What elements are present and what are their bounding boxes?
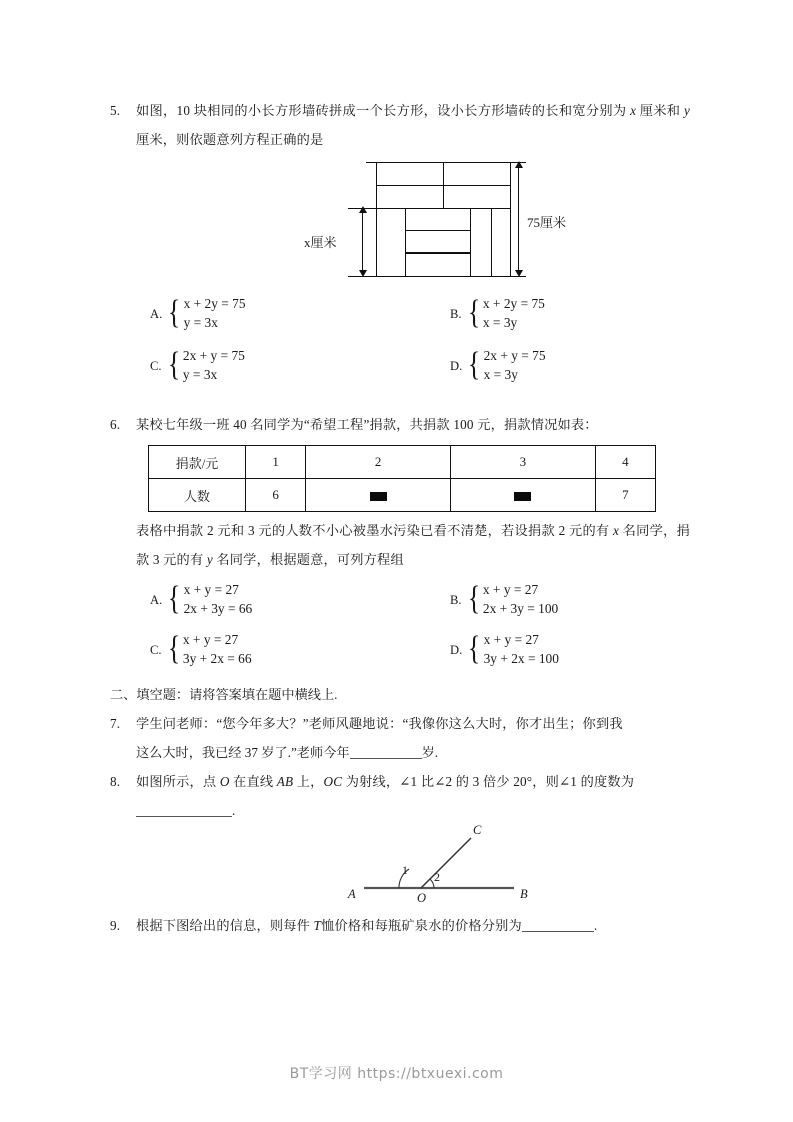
extension-line-bottom xyxy=(348,276,526,277)
question-6-text: 某校七年级一班 40 名同学为“希望工程”捐款，共捐款 100 元，捐款情况如表： xyxy=(136,417,598,432)
q5-option-c-eq1: 2x + y = 75 xyxy=(182,348,245,363)
table-cell-count-3 xyxy=(450,479,595,512)
ink-blot-icon xyxy=(370,492,387,501)
q5-option-b[interactable] xyxy=(450,294,545,332)
brick-bottom-horiz-1 xyxy=(405,208,471,231)
q6-option-d-brace: { xyxy=(468,630,481,667)
q6-option-d[interactable] xyxy=(450,630,559,668)
q6-followup-part2: 名同学，捐款 3 元的有 xyxy=(136,523,690,567)
question-6 xyxy=(110,410,690,439)
q8-text-end: . xyxy=(232,803,236,818)
q5-option-b-letter: B. xyxy=(450,306,462,321)
extension-line-top xyxy=(366,162,526,163)
q5-option-a[interactable] xyxy=(150,294,246,332)
dim-right-arrow-down xyxy=(515,270,523,277)
q6-option-d-eq1: x + y = 27 xyxy=(483,632,539,647)
question-8 xyxy=(110,767,690,796)
q9-var-t: T xyxy=(313,918,322,933)
q6-option-c-letter: C. xyxy=(150,642,162,657)
q5-option-a-letter: A. xyxy=(150,306,163,321)
q6-option-c[interactable] xyxy=(150,630,252,668)
question-7-number: 7. xyxy=(110,716,121,731)
q6-option-c-equations xyxy=(183,630,252,668)
q7-line2-pre: 这么大时，我已经 37 岁了.”老师今年 xyxy=(136,745,350,760)
q6-var-y: y xyxy=(206,552,213,567)
question-8-text xyxy=(136,767,690,796)
question-7-line2 xyxy=(136,738,690,767)
brick-top-right-1 xyxy=(443,162,511,186)
q5-option-c-equations xyxy=(183,346,245,384)
q9-text-post: 恤价格和每瓶矿泉水的价格分别为 xyxy=(321,918,522,933)
footer-watermark: BT学习网 https://btxuexi.com xyxy=(289,1066,504,1082)
brick-top-right-2 xyxy=(443,185,511,209)
q5-option-d-letter: D. xyxy=(450,358,463,373)
brick-bottom-vert-mid xyxy=(470,208,492,277)
q6-option-b-brace: { xyxy=(467,580,480,617)
table-cell-amount-4: 4 xyxy=(595,446,655,479)
ink-blot-icon xyxy=(514,492,531,501)
q5-option-a-equations xyxy=(184,294,246,332)
q5-option-b-equations xyxy=(483,294,545,332)
q5-var-y: y xyxy=(683,103,691,118)
q5-option-b-brace: { xyxy=(467,294,480,331)
q6-option-c-eq1: x + y = 27 xyxy=(182,632,239,647)
dim-right-arrow-up xyxy=(515,161,523,168)
q5-option-c-letter: C. xyxy=(150,358,162,373)
table-cell-count-1: 6 xyxy=(246,479,306,512)
angle-label-1: 1 xyxy=(402,863,408,877)
dim-right-line xyxy=(518,165,519,274)
table-cell-amount-3: 3 xyxy=(450,446,595,479)
question-5-text xyxy=(136,96,690,154)
q9-text-end: . xyxy=(593,918,598,933)
question-7 xyxy=(110,709,690,738)
q6-option-b-letter: B. xyxy=(450,592,462,607)
q5-option-b-eq2: x = 3y xyxy=(482,315,518,330)
q8-answer-blank[interactable] xyxy=(136,803,232,817)
page-content xyxy=(110,96,690,940)
q6-option-c-brace: { xyxy=(167,630,180,667)
dim-left-label: x厘米 xyxy=(304,235,337,250)
q5-text-part1: 如图，10 块相同的小长方形墙砖拼成一个长方形，设小长方形墙砖的长和宽分别为 xyxy=(136,103,631,118)
question-9-text xyxy=(136,911,690,940)
q7-answer-blank[interactable] xyxy=(350,745,422,759)
dim-right-label: 75厘米 xyxy=(527,215,567,230)
brick-bottom-horiz-2 xyxy=(405,230,471,253)
table-row-amount xyxy=(149,446,656,479)
donation-table xyxy=(148,445,656,512)
table-row-count xyxy=(149,479,656,512)
q6-followup-part3: 名同学，根据题意，可列方程组 xyxy=(212,552,404,567)
q6-option-c-eq2: 3y + 2x = 66 xyxy=(182,651,252,666)
q5-option-d-eq1: 2x + y = 75 xyxy=(483,348,546,363)
q6-option-a-brace: { xyxy=(168,580,181,617)
q5-var-x: x xyxy=(630,103,637,118)
q6-option-d-letter: D. xyxy=(450,642,463,657)
table-header-count: 人数 xyxy=(149,479,246,512)
q5-option-d-brace: { xyxy=(468,346,481,383)
question-6-table-wrap xyxy=(136,445,690,512)
question-8-blank-row xyxy=(136,796,690,825)
q5-option-a-eq1: x + 2y = 75 xyxy=(183,296,246,311)
q7-line2-post: 岁. xyxy=(421,745,439,760)
brick-bottom-vert-right xyxy=(491,208,511,277)
question-6-followup-text xyxy=(136,516,690,574)
angle-diagram-svg xyxy=(136,825,690,911)
q8-text-mid1: 在直线 xyxy=(229,774,277,789)
q5-option-d-equations xyxy=(484,346,546,384)
question-5-figure xyxy=(136,154,690,294)
brick-bottom-horiz-3 xyxy=(405,253,471,277)
q5-text-part3: 厘米，则依题意列方程正确的是 xyxy=(136,132,324,147)
q6-followup-part1: 表格中捐款 2 元和 3 元的人数不小心被墨水污染已看不清楚，若设捐款 2 元的有 xyxy=(136,523,614,538)
q8-var-o: O xyxy=(219,774,230,789)
question-8-figure xyxy=(136,825,690,911)
extension-line-mid xyxy=(348,208,388,209)
q5-option-c-brace: { xyxy=(167,346,180,383)
dim-left-line xyxy=(362,210,363,274)
question-5-options xyxy=(136,294,690,398)
q5-option-a-brace: { xyxy=(168,294,181,331)
table-cell-amount-2: 2 xyxy=(306,446,451,479)
brick-top-left-1 xyxy=(376,162,444,186)
q6-option-d-equations xyxy=(484,630,559,668)
angle-label-a: A xyxy=(348,887,356,901)
q8-var-oc: OC xyxy=(323,774,343,789)
q8-var-ab: AB xyxy=(276,774,294,789)
q5-option-d-eq2: x = 3y xyxy=(483,367,518,382)
q6-option-b-equations xyxy=(483,580,558,618)
q6-option-b-eq2: 2x + 3y = 100 xyxy=(482,601,559,616)
angle-label-c: C xyxy=(473,823,482,837)
q6-option-a-eq2: 2x + 3y = 66 xyxy=(183,601,253,616)
q5-text-part2: 厘米和 xyxy=(636,103,684,118)
brick-top-left-2 xyxy=(376,185,444,209)
question-7-line1: 学生问老师：“您今年多大？”老师风趣地说：“我像你这么大时，你才出生；你到我 xyxy=(136,716,623,731)
question-9 xyxy=(110,911,690,940)
q9-text-pre: 根据下图给出的信息，则每件 xyxy=(136,918,314,933)
q5-option-c-eq2: y = 3x xyxy=(182,367,218,382)
q8-text-mid3: 为射线，∠1 比∠2 的 3 倍少 20°，则∠1 的度数为 xyxy=(342,774,635,789)
brick-bottom-vert-left xyxy=(376,208,406,277)
q6-option-a-eq1: x + y = 27 xyxy=(183,582,239,597)
dim-left-arrow-up xyxy=(359,206,367,213)
table-cell-count-4: 7 xyxy=(595,479,655,512)
q6-option-a-letter: A. xyxy=(150,592,163,607)
question-6-followup xyxy=(110,516,690,574)
q6-option-d-eq2: 3y + 2x = 100 xyxy=(483,651,559,666)
angle-label-b: B xyxy=(520,887,528,901)
question-6-number: 6. xyxy=(110,417,121,432)
dim-left-arrow-down xyxy=(359,270,367,277)
q6-var-x: x xyxy=(613,523,620,538)
ray-oc xyxy=(421,838,471,888)
q5-option-d[interactable] xyxy=(450,346,546,384)
table-cell-amount-1: 1 xyxy=(246,446,306,479)
q6-option-a-equations xyxy=(184,580,253,618)
question-5 xyxy=(110,96,690,154)
angle-label-2: 2 xyxy=(434,870,440,884)
q8-text-pre: 如图所示，点 xyxy=(136,774,220,789)
q5-option-b-eq1: x + 2y = 75 xyxy=(482,296,545,311)
angle-label-o: O xyxy=(417,891,427,905)
q8-text-mid2: 上， xyxy=(293,774,324,789)
section-2-heading: 二、填空题：请将答案填在题中横线上. xyxy=(110,687,338,702)
q5-option-c[interactable] xyxy=(150,346,245,384)
table-header-amount: 捐款/元 xyxy=(149,446,246,479)
q6-option-b[interactable] xyxy=(450,580,558,618)
q6-option-b-eq1: x + y = 27 xyxy=(482,582,539,597)
q9-answer-blank[interactable] xyxy=(522,918,594,932)
q5-option-a-eq2: y = 3x xyxy=(183,315,218,330)
question-8-number: 8. xyxy=(110,774,121,789)
q6-option-a[interactable] xyxy=(150,580,252,618)
question-5-number: 5. xyxy=(110,103,121,118)
question-9-number: 9. xyxy=(110,918,121,933)
table-cell-count-2 xyxy=(306,479,451,512)
question-6-options xyxy=(136,580,690,680)
